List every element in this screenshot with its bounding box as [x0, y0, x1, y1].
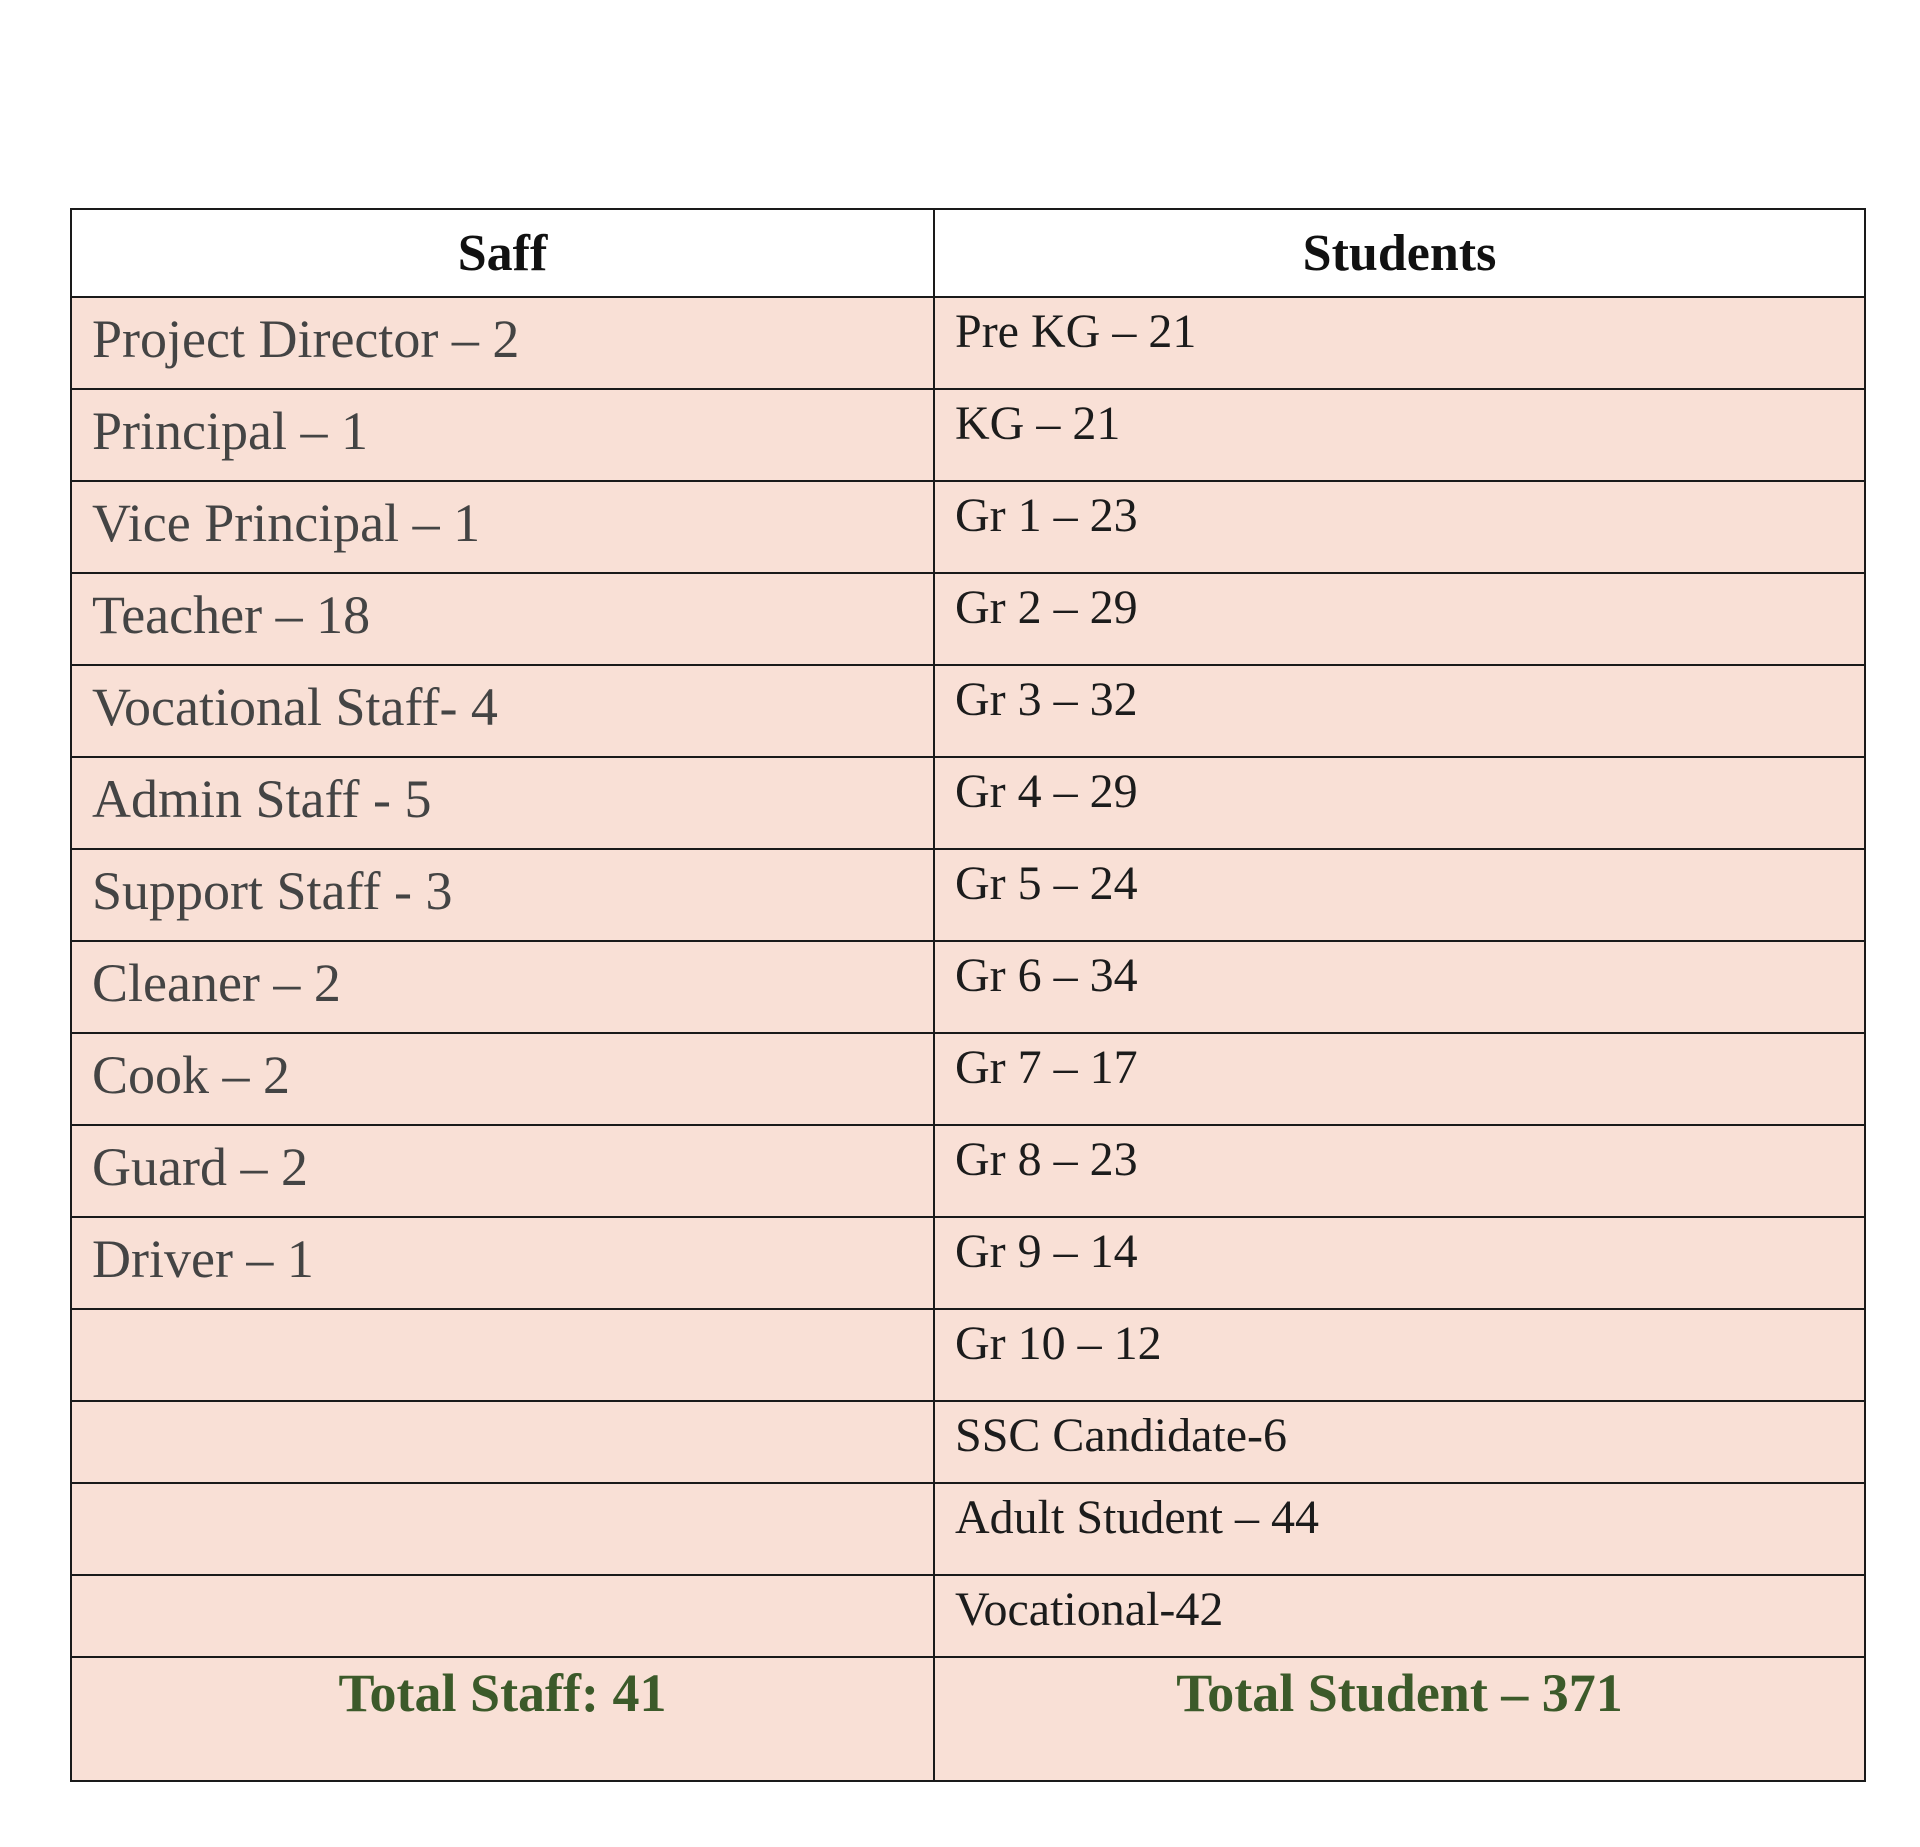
- staff-cell: [71, 1575, 934, 1657]
- table-row: [71, 1217, 1865, 1309]
- staff-cell: Vocational Staff- 4: [71, 665, 934, 757]
- student-cell: Gr 3 – 32: [934, 665, 1865, 757]
- total-students-cell: Total Student – 371: [934, 1657, 1865, 1781]
- staff-cell: Cook – 2: [71, 1033, 934, 1125]
- total-staff-cell: Total Staff: 41: [71, 1657, 934, 1781]
- staff-cell: Guard – 2: [71, 1125, 934, 1217]
- staff-students-table: [70, 208, 1866, 1782]
- staff-cell: [71, 1309, 934, 1401]
- student-cell: Gr 9 – 14: [934, 1217, 1865, 1309]
- student-cell: KG – 21: [934, 389, 1865, 481]
- table-row: [71, 1575, 1865, 1657]
- staff-cell: Project Director – 2: [71, 297, 934, 389]
- table-row: [71, 1309, 1865, 1401]
- table-row: [71, 297, 1865, 389]
- student-cell: Adult Student – 44: [934, 1483, 1865, 1575]
- staff-cell: Admin Staff - 5: [71, 757, 934, 849]
- student-cell: Gr 5 – 24: [934, 849, 1865, 941]
- table-row: [71, 1483, 1865, 1575]
- student-cell: Gr 8 – 23: [934, 1125, 1865, 1217]
- staff-cell: Principal – 1: [71, 389, 934, 481]
- table-row: [71, 573, 1865, 665]
- student-cell: Pre KG – 21: [934, 297, 1865, 389]
- header-row: [71, 209, 1865, 297]
- student-cell: Vocational-42: [934, 1575, 1865, 1657]
- staff-cell: Teacher – 18: [71, 573, 934, 665]
- staff-cell: Cleaner – 2: [71, 941, 934, 1033]
- staff-cell: Vice Principal – 1: [71, 481, 934, 573]
- table-row: [71, 757, 1865, 849]
- student-cell: Gr 6 – 34: [934, 941, 1865, 1033]
- table-row: [71, 481, 1865, 573]
- table-row: [71, 665, 1865, 757]
- staff-cell: Driver – 1: [71, 1217, 934, 1309]
- staff-cell: Support Staff - 3: [71, 849, 934, 941]
- student-cell: Gr 4 – 29: [934, 757, 1865, 849]
- student-cell: Gr 1 – 23: [934, 481, 1865, 573]
- student-cell: SSC Candidate-6: [934, 1401, 1865, 1483]
- student-cell: Gr 10 – 12: [934, 1309, 1865, 1401]
- staff-column-header: Saff: [71, 209, 934, 297]
- staff-cell: [71, 1401, 934, 1483]
- table-row: [71, 1033, 1865, 1125]
- table-row: [71, 389, 1865, 481]
- staff-students-table-container: [70, 208, 1864, 1782]
- table-row: [71, 849, 1865, 941]
- staff-cell: [71, 1483, 934, 1575]
- student-cell: Gr 7 – 17: [934, 1033, 1865, 1125]
- table-row: [71, 1401, 1865, 1483]
- table-row: [71, 1125, 1865, 1217]
- students-column-header: Students: [934, 209, 1865, 297]
- table-row: [71, 941, 1865, 1033]
- student-cell: Gr 2 – 29: [934, 573, 1865, 665]
- totals-row: [71, 1657, 1865, 1781]
